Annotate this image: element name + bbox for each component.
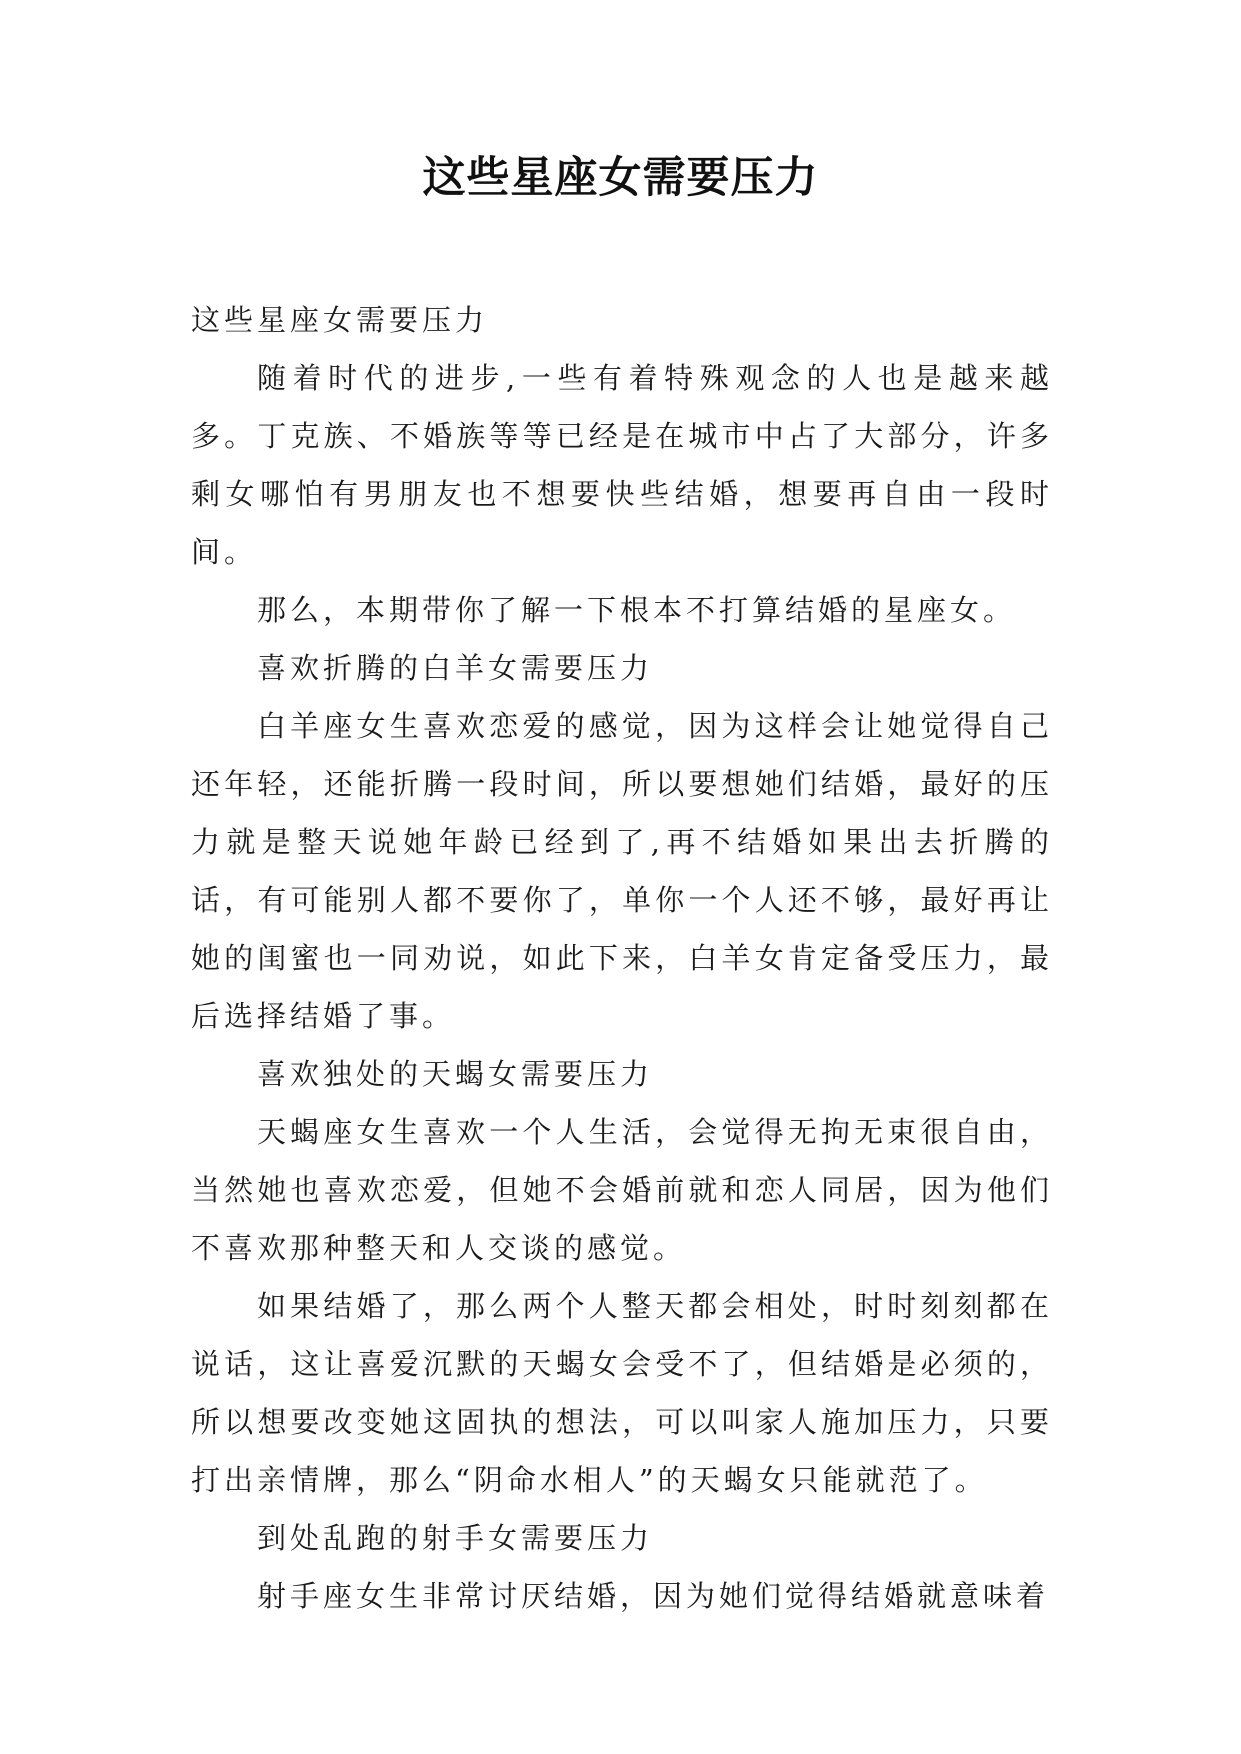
section-heading-aries: 喜欢折腾的白羊女需要压力 xyxy=(257,651,654,685)
section-heading-scorpio: 喜欢独处的天蝎女需要压力 xyxy=(257,1057,654,1091)
paragraph: 白羊座女生喜欢恋爱的感觉，因为这样会让她觉得自己还年轻，还能折腾一段时间，所以要想她们结婚，最好的压力就是整天说她年龄已经到了,再不结婚如果出去折腾的话，有可能别人都不要你了，单你一个人还不够，最好再让她的闺蜜也一同劝说，如此下来，白羊女肯定备受压力，最后选择结婚了事。 xyxy=(191,709,1053,1033)
section-heading-sagittarius: 到处乱跑的射手女需要压力 xyxy=(257,1521,654,1555)
document-body xyxy=(191,291,1053,1625)
paragraph: 天蝎座女生喜欢一个人生活，会觉得无拘无束很自由，当然她也喜欢恋爱，但她不会婚前就和恋人同居，因为他们不喜欢那种整天和人交谈的感觉。 xyxy=(191,1115,1053,1265)
paragraph: 那么，本期带你了解一下根本不打算结婚的星座女。 xyxy=(257,593,1017,627)
document-title: 这些星座女需要压力 xyxy=(422,153,819,203)
paragraph: 射手座女生非常讨厌结婚，因为她们觉得结婚就意味着 xyxy=(257,1579,1050,1613)
paragraph: 如果结婚了，那么两个人整天都会相处，时时刻刻都在说话，这让喜爱沉默的天蝎女会受不了，但结婚是必须的，所以想要改变她这固执的想法，可以叫家人施加压力，只要打出亲情牌，那么“阴命水相人”的天蝎女只能就范了。 xyxy=(191,1289,1053,1497)
paragraph-heading: 这些星座女需要压力 xyxy=(191,303,489,337)
paragraph: 随着时代的进步,一些有着特殊观念的人也是越来越多。丁克族、不婚族等等已经是在城市中占了大部分，许多剩女哪怕有男朋友也不想要快些结婚，想要再自由一段时间。 xyxy=(191,361,1053,569)
